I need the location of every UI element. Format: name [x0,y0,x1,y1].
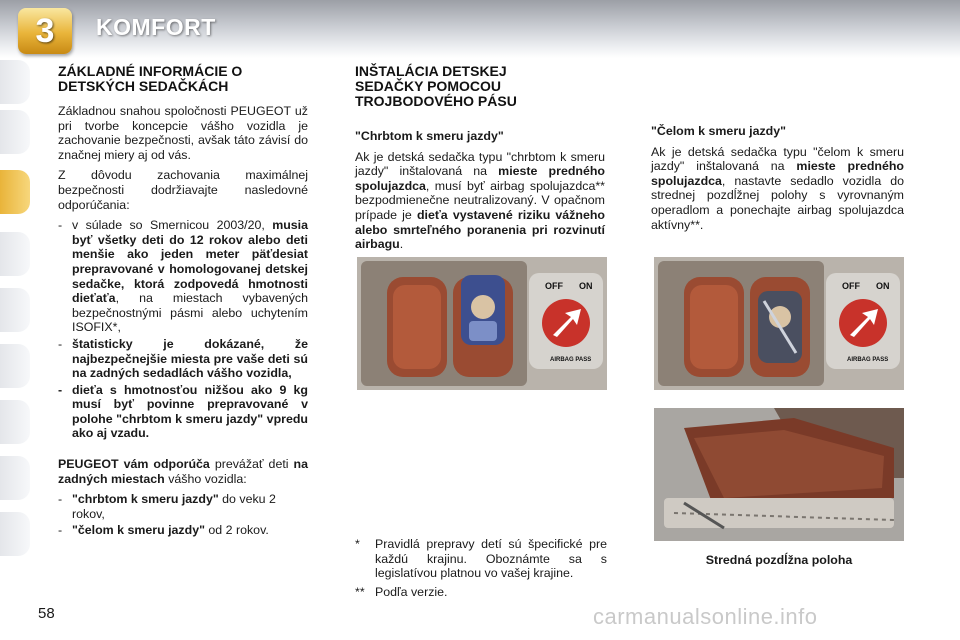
recommendation-text: vášho vozidla: [164,471,247,486]
airbag-switch-graphic [826,273,900,369]
left-heading: ZÁKLADNÉ INFORMÁCIE O DETSKÝCH SEDAČKÁCH [58,63,243,94]
right-column [651,124,904,238]
forward-facing-seat-photo [654,257,904,390]
chapter-tab-8[interactable] [0,456,30,500]
list-item: - štatisticky je dokázané, že najbezpečnejšie miesta pre vaše deti sú na zadných sedadlách vášho vozidla, [58,336,308,381]
chapter-tab-7[interactable] [0,400,30,444]
footnote-mark: * [355,537,360,551]
switch-on-label: ON [579,281,593,291]
footnote-text: Pravidlá prepravy detí sú špecifické pre každú krajinu. Oboznámte sa s legislatívou platnou vo vašej krajine. [375,537,607,581]
list-text-bold: "čelom k smeru jazdy" [72,523,205,538]
rear-facing-seat-photo [357,257,607,390]
switch-off-label: OFF [842,281,860,291]
list-text-bold: dieťa s hmotnosťou nižšou ako 9 kg musí byť povinne prepravované v polohe "chrbtom k smeru jazdy" vpredu ako aj vzadu. [72,382,308,441]
middle-column [355,64,605,258]
list-item: - "čelom k smeru jazdy" od 2 rokov. [58,523,269,538]
footnote-item [355,585,607,600]
list-text: do veku 2 rokov, [72,492,276,521]
switch-on-label: ON [876,281,890,291]
intro-paragraph: Základnou snahou spoločnosti PEUGEOT už pri tvorbe koncepcie vášho vozidla je zachovanie bezpečnosti, avšak táto závisí do značnej miery aj od vás. [58,104,308,162]
list-item: - v súlade so Smernicou 2003/20, musia byť všetky deti do 12 rokov alebo deti menšie ako jeden meter päťdesiat prepravované v homologovanej detskej sedačke, ktorá zodpovedá hmotnosti dieťaťa, na miestach vybavených bezpečnostnými pásmi alebo uchytením ISOFIX*, [58,218,308,335]
body-text: , nastavte sedadlo vozidla do strednej pozdĺžnej polohy s vyrovnaným operadlom a ponechajte airbag spolujazdca aktívny**. [651,173,904,232]
seat-rail-photo [654,408,904,541]
chapter-number: 3 [35,12,55,50]
middle-heading: INŠTALÁCIA DETSKEJ SEDAČKY POMOCOU TROJBODOVÉHO PÁSU [355,63,517,109]
chapter-tab-1[interactable] [0,60,30,104]
switch-caption: AIRBAG PASS [550,357,592,363]
peugeot-recommendation [58,457,308,486]
rear-facing-subheading: "Chrbtom k smeru jazdy" [355,129,504,143]
list-text: , na miestach vybavených bezpečnostnými pásmi alebo uchytením ISOFIX*, [72,291,308,335]
footnote-text: Podľa verzie. [375,584,448,599]
list-text-bold: "chrbtom k smeru jazdy" [72,492,219,507]
rear-facing-text [355,150,605,252]
chapter-tab-4[interactable] [0,232,30,276]
chapter-tab-3[interactable] [0,170,30,214]
body-text: Ak je detská sedačka typu "čelom k smeru jazdy" inštalovaná na [651,144,904,174]
left-column [58,64,308,540]
list-text-bold: štatisticky je dokázané, že najbezpečnejšie miesta pre vaše deti sú na zadných sedadlách vášho vozidla, [72,336,308,381]
recommendations-paragraph: Z dôvodu zachovania maximálnej bezpečnosti dodržiavajte nasledovné odporúčania: [58,168,308,212]
forward-facing-text [651,145,904,233]
seat-position-caption: Stredná pozdĺžna poloha [705,553,853,567]
body-text: Ak je detská sedačka typu "chrbtom k smeru jazdy" inštalovaná na [355,149,605,179]
page-number: 58 [38,605,55,622]
footnote-mark: ** [355,584,365,599]
airbag-switch-graphic [529,273,603,369]
list-item: - "chrbtom k smeru jazdy" do veku 2 rokov, [58,492,276,521]
watermark: carmanualsonline.info [593,604,818,629]
chapter-title: KOMFORT [96,14,216,40]
recommendation-text: prevážať deti [209,457,294,472]
body-text-bold: mieste predného spolujazdca [651,159,905,188]
switch-off-label: OFF [545,281,563,291]
recommendation-bold: PEUGEOT vám odporúča [58,457,210,472]
chapter-tab-9[interactable] [0,512,30,556]
chapter-tab-6[interactable] [0,344,30,388]
chapter-tab-2[interactable] [0,110,30,154]
list-text: v súlade so Smernicou 2003/20, [72,218,273,233]
body-text: . [399,237,404,252]
forward-facing-subheading: "Čelom k smeru jazdy" [651,124,787,138]
body-text-bold: mieste predného spolujazdca [355,164,606,193]
footnotes [355,537,607,601]
list-text: od 2 rokov. [204,523,269,538]
switch-caption: AIRBAG PASS [847,357,889,363]
footnote-item [355,537,607,581]
body-text-bold: dieťa vystavené riziku vážneho alebo smrteľného poranenia pri rozvinutí airbagu [355,207,605,252]
list-text-bold: musia byť všetky deti do 12 rokov alebo deti menšie ako jeden meter päťdesiat prepravované v homologovanej detskej sedačke, ktorá zodpovedá hmotnosti dieťaťa [72,218,308,306]
chapter-tab-5[interactable] [0,288,30,332]
list-item: - dieťa s hmotnosťou nižšou ako 9 kg musí byť povinne prepravované v polohe "chrbtom k smeru jazdy" vpredu ako aj vzadu. [58,382,308,441]
body-text: , musí byť airbag spolujazdca** bezpodmienečne neutralizovaný. V opačnom prípade je [355,178,605,222]
recommendation-bold: na zadných miestach [58,457,308,486]
